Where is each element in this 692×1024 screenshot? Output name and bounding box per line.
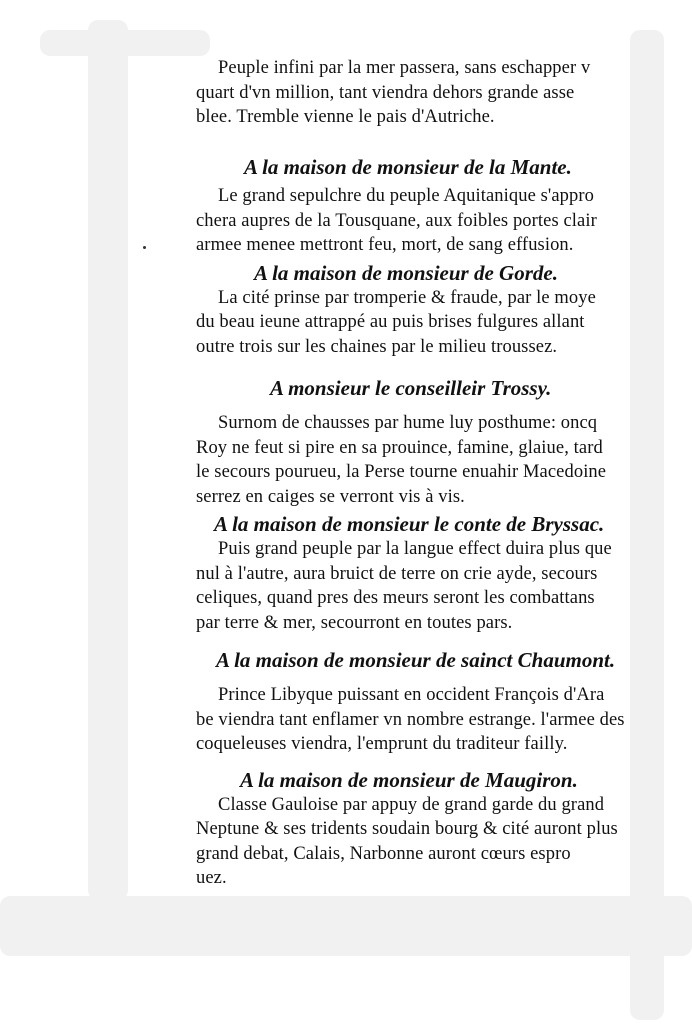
section-heading: A la maison de monsieur de Gorde.	[254, 260, 558, 285]
verse-line: celiques, quand pres des meurs seront les combattans	[196, 588, 595, 608]
verse-line: be viendra tant enflamer vn nombre estrange. l'armee des	[196, 709, 625, 730]
scan-smudge-bottom	[0, 896, 692, 956]
verse-line: serrez en caiges se verront vis à vis.	[196, 486, 465, 507]
verse-stanza-1	[196, 184, 626, 258]
verse-line: Surnom de chausses par hume luy posthume: oncq	[218, 413, 598, 433]
verse-line: le secours pourueu, la Perse tourne enuahir Macedoine	[196, 462, 607, 482]
section-heading: A la maison de monsieur le conte de Bryssac.	[214, 512, 605, 536]
verse-line: blee. Tremble vienne le pais d'Autriche.	[196, 107, 495, 127]
verse-line: Le grand sepulchre du peuple Aquitanique s'appro	[218, 186, 594, 206]
verse-line: coqueleuses viendra, l'emprunt du traditeur failly.	[196, 734, 568, 754]
verse-line: Classe Gauloise par appuy de grand garde du grand	[218, 794, 605, 815]
verse-stanza-2	[196, 286, 626, 360]
verse-line: outre trois sur les chaines par le milieu troussez.	[196, 336, 558, 357]
verse-line: Roy ne feut si pire en sa prouince, famine, glaiue, tard	[196, 437, 603, 458]
verse-line: Peuple infini par la mer passera, sans eschapper v	[218, 58, 591, 78]
verse-stanza-0	[196, 56, 626, 140]
verse-stanza-6	[196, 793, 626, 891]
verse-stanza-4	[196, 537, 626, 635]
verse-line: chera aupres de la Tousquane, aux foibles portes clair	[196, 210, 597, 231]
verse-line: Neptune & ses tridents soudain bourg & cité auront plus	[196, 819, 618, 839]
verse-line: La cité prinse par tromperie & fraude, par le moye	[218, 287, 596, 308]
verse-line: armee menee mettront feu, mort, de sang effusion.	[196, 235, 574, 255]
stray-ink-dot	[143, 246, 146, 249]
scan-smudge-right	[630, 30, 664, 1020]
section-heading: A la maison de monsieur de la Mante.	[244, 155, 572, 179]
verse-line: Puis grand peuple par la langue effect duira plus que	[218, 539, 612, 559]
section-heading: A la maison de monsieur de sainct Chaumont.	[216, 648, 616, 672]
verse-stanza-3	[196, 411, 626, 509]
verse-line: uez.	[196, 868, 227, 888]
verse-line: du beau ieune attrappé au puis brises fulgures allant	[196, 312, 585, 332]
verse-stanza-5	[196, 683, 626, 757]
section-heading: A monsieur le conseilleir Trossy.	[270, 376, 552, 400]
verse-line: Prince Libyque puissant en occident François d'Ara	[218, 685, 605, 705]
scan-smudge-left	[88, 20, 128, 900]
text-column	[196, 56, 626, 891]
verse-line: nul à l'autre, aura bruict de terre on crie ayde, secours	[196, 563, 598, 584]
verse-line: quart d'vn million, tant viendra dehors grande asse	[196, 82, 575, 103]
section-heading: A la maison de monsieur de Maugiron.	[240, 767, 578, 792]
verse-line: grand debat, Calais, Narbonne auront cœurs espro	[196, 843, 571, 864]
scan-smudge-top	[40, 30, 210, 56]
verse-line: par terre & mer, secourront en toutes pars.	[196, 612, 513, 633]
